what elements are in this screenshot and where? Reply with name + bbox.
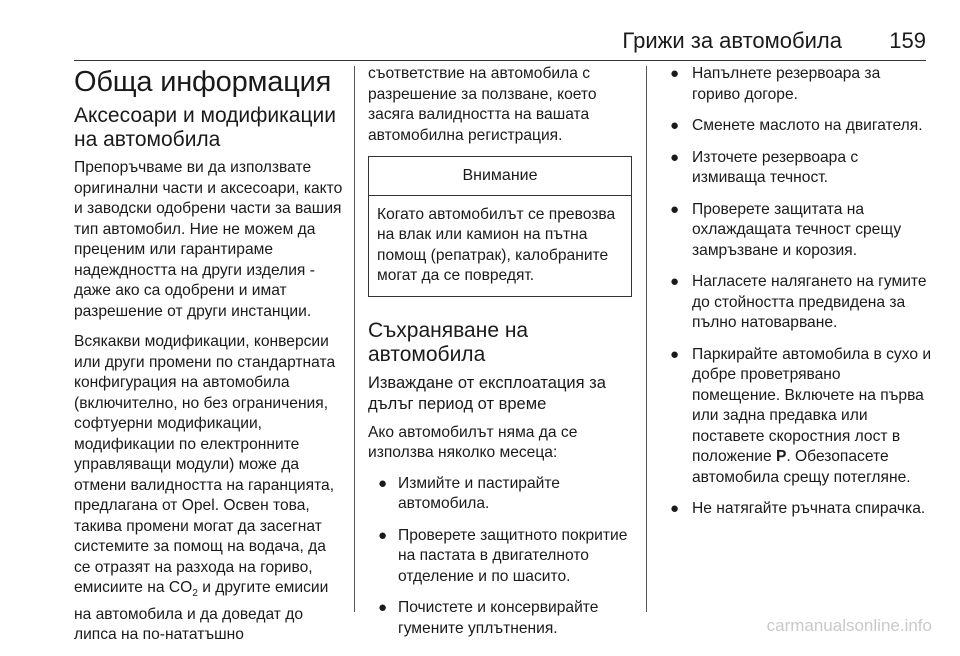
- list-item: ● Проверете защитното покритие на пастата в двигателното отделение и по шасито.: [378, 526, 628, 585]
- intro-text: Ако автомобилът няма да се използва няколко месеца:: [368, 423, 578, 461]
- list-item: ● Не натягайте ръчната спирачка.: [664, 499, 932, 520]
- warning-title: Внимание: [369, 157, 631, 196]
- bullet-icon: ●: [378, 599, 388, 616]
- bullet-icon: ●: [378, 474, 388, 492]
- header-title: Грижи за автомобила: [622, 28, 842, 53]
- column-1: [74, 64, 344, 656]
- list-item: ● Сменете маслото на двигателя.: [664, 116, 932, 137]
- watermark: carmanualsonline.info: [766, 616, 932, 635]
- paragraph-continued: съответствие на автомобила с разрешение за ползване, което засяга валидността на вашата автомобилна регистрация.: [368, 65, 597, 144]
- list-item: ● Измийте и пастирайте автомобила.: [378, 474, 560, 512]
- paragraph-1: Препоръчваме ви да използвате оригинални части и аксесоари, както и заводски одобрени части за вашия тип автомобил. Ние не можем да преценим или гарантираме надеждността на други изделия - даже ако са одобрени и имат разрешение от други инстанции.: [74, 159, 343, 320]
- bullet-icon: ●: [670, 148, 680, 166]
- list-item: ● Нагласете налягането на гумите до стойността предвидена за пълно натоварване.: [670, 273, 927, 331]
- bullet-icon: ●: [670, 345, 680, 363]
- list-item: ● Почистете и консервирайте гумените уплътнения.: [378, 599, 599, 637]
- list-item: ● Проверете защитата на охлаждащата течност срещу замръзване и корозия.: [670, 200, 902, 259]
- bullet-icon: ●: [670, 273, 680, 290]
- column-2: [368, 64, 632, 650]
- warning-box: [368, 156, 632, 297]
- bullet-icon: ●: [670, 117, 680, 134]
- bullet-icon: ●: [670, 65, 680, 82]
- page-header: [74, 28, 926, 60]
- storage-heading: Съхраняване на автомобила: [368, 318, 529, 366]
- bullet-icon: ●: [378, 526, 388, 544]
- bullet-icon: ●: [670, 500, 680, 517]
- page-number: 159: [889, 28, 926, 53]
- section-title: Обща информация: [74, 66, 332, 98]
- storage-list: [368, 474, 632, 640]
- list-item: ● Напълнете резервоара за гориво догоре.: [670, 65, 881, 103]
- bullet-icon: ●: [670, 200, 680, 218]
- list-item: ● Източете резервоара с измиваща течност.: [670, 148, 859, 186]
- list-item: ● Паркирайте автомобила в сухо и добре проветрявано помещение. Включете на първа или задна предавка или поставете скоростния лост в положение P. Обезопасете автомобила срещу потегляне.: [670, 345, 932, 486]
- storage-list-continued: [664, 64, 932, 520]
- header-rule: [74, 60, 926, 61]
- column-divider-2: [646, 66, 647, 612]
- decommission-heading: Изваждане от експлоатация за дълъг период от време: [368, 373, 606, 413]
- paragraph-2: Всякакви модификации, конверсии или други промени по стандартната конфигурация на автомобила (включително, но без ограничения, софтуерни модификации, модификации по електронните управляващи модули) може да отмени валидността на гаранцията, предлагана от Opel. Освен това, такива промени могат да засегнат системите за помощ на водача, да се отразят на разхода на гориво, емисиите на $CO_2$ и другите емисии на автомобила и да доведат до липса на по-нататъшно: [74, 333, 336, 644]
- column-divider-1: [354, 66, 355, 612]
- warning-text: Когато автомобилът се превозва на влак или камион на пътна помощ (репатрак), калобраните могат да се повредят.: [377, 205, 616, 284]
- column-3: [664, 64, 932, 531]
- accessories-heading: Аксесоари и модификации на автомобила: [74, 104, 336, 151]
